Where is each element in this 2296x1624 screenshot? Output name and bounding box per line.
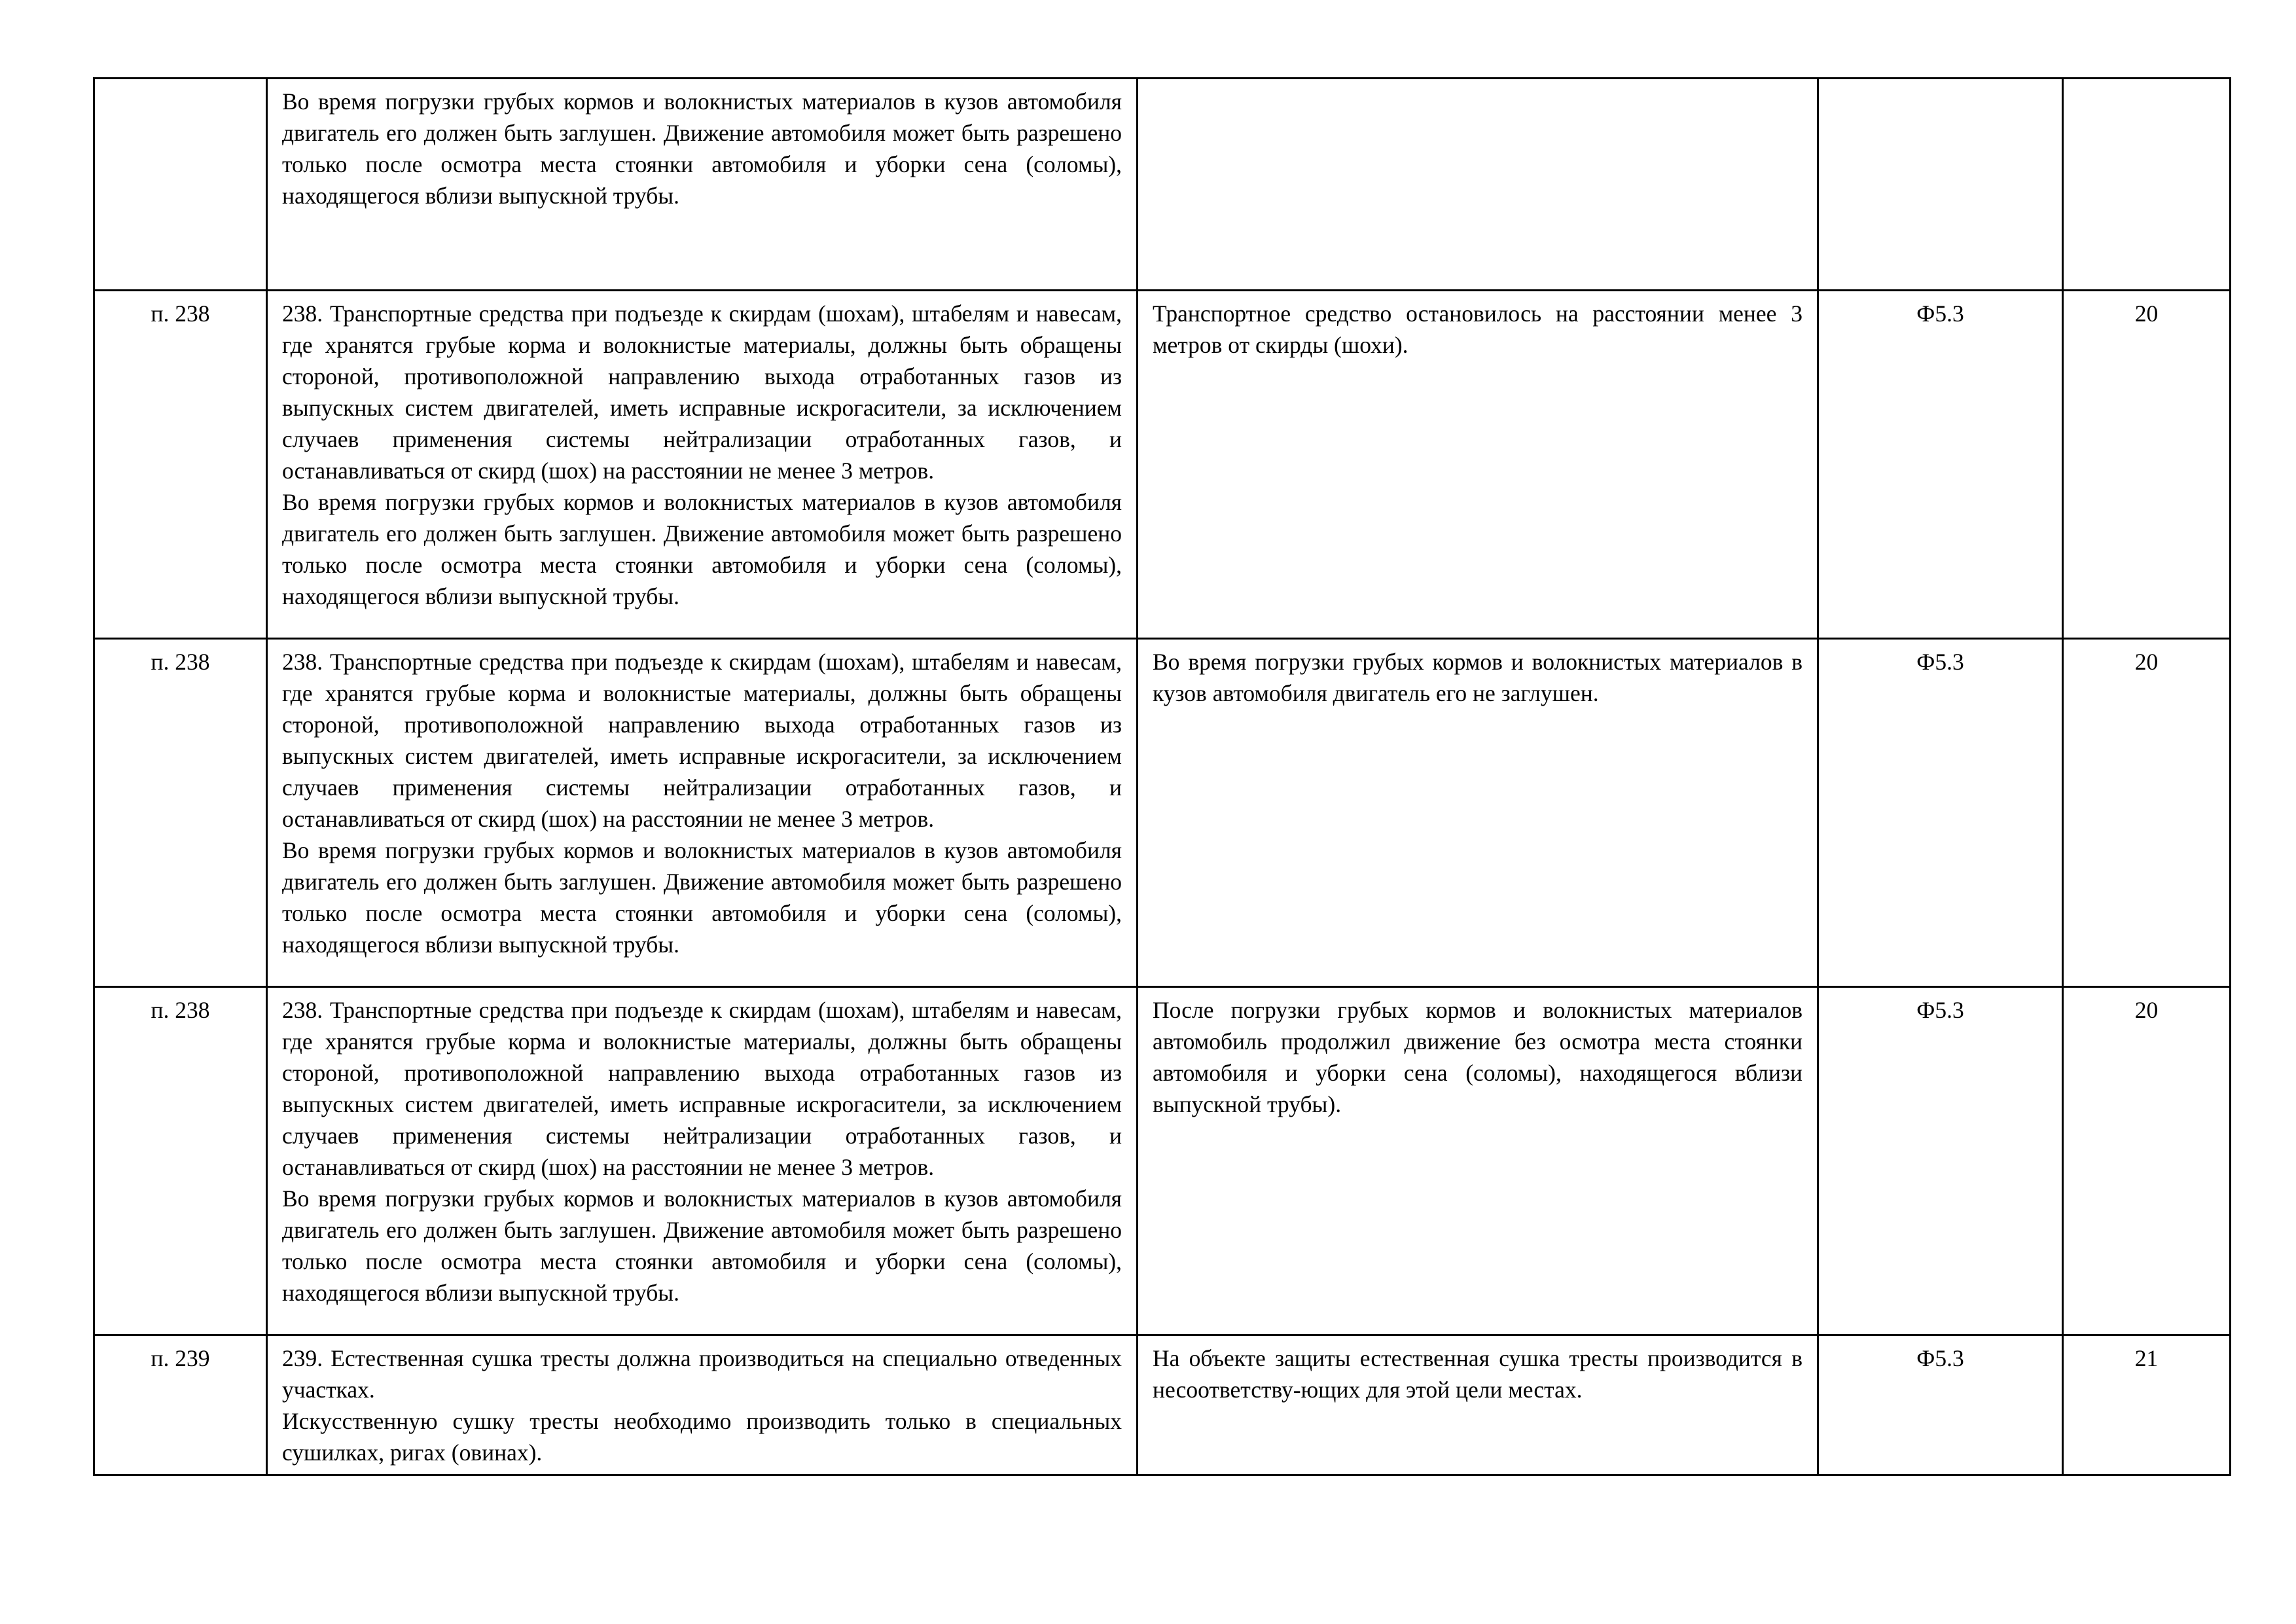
code-cell: Ф5.3 [1818,1335,2063,1475]
code-cell [1818,79,2063,291]
reference-cell: п. 239 [94,1335,267,1475]
code-cell: Ф5.3 [1818,291,2063,639]
page-number-cell: 20 [2063,987,2231,1335]
violation-cell: Транспортное средство остановилось на расстоянии менее 3 метров от скирды (шохи). [1138,291,1818,639]
requirement-paragraph: 238. Транспортные средства при подъезде к скирдам (шохам), штабелям и навесам, где хранятся грубые корма и волокнистые материалы, должны быть обращены стороной, противоположной направлению выхода отработанных газов из выпускных систем двигателей, иметь исправные искрогасители, за исключением случаев применения системы нейтрализации отработанных газов, и останавливаться от скирд (шох) на расстоянии не менее 3 метров. [282,300,1122,484]
requirement-paragraph: Искусственную сушку тресты необходимо производить только в специальных сушилках, ригах (овинах). [282,1408,1122,1466]
page-number-cell [2063,79,2231,291]
requirement-text-cell [267,1335,1138,1475]
table-row [94,79,2231,291]
requirement-paragraph: Во время погрузки грубых кормов и волокнистых материалов в кузов автомобиля двигатель его должен быть заглушен. Движение автомобиля может быть разрешено только после осмотра места стоянки автомобиля и уборки сена (соломы), находящегося вблизи выпускной трубы. [282,88,1122,209]
violation-cell: Во время погрузки грубых кормов и волокнистых материалов в кузов автомобиля двигатель его не заглушен. [1138,639,1818,987]
table-row [94,987,2231,1335]
reference-cell: п. 238 [94,291,267,639]
code-cell: Ф5.3 [1818,639,2063,987]
reference-cell: п. 238 [94,987,267,1335]
table-row [94,639,2231,987]
violation-cell [1138,79,1818,291]
requirement-text-cell [267,79,1138,291]
reference-cell [94,79,267,291]
requirement-paragraph: 238. Транспортные средства при подъезде к скирдам (шохам), штабелям и навесам, где хранятся грубые корма и волокнистые материалы, должны быть обращены стороной, противоположной направлению выхода отработанных газов из выпускных систем двигателей, иметь исправные искрогасители, за исключением случаев применения системы нейтрализации отработанных газов, и останавливаться от скирд (шох) на расстоянии не менее 3 метров. [282,997,1122,1180]
reference-cell: п. 238 [94,639,267,987]
requirement-paragraph: Во время погрузки грубых кормов и волокнистых материалов в кузов автомобиля двигатель его должен быть заглушен. Движение автомобиля может быть разрешено только после осмотра места стоянки автомобиля и уборки сена (соломы), находящегося вблизи выпускной трубы. [282,837,1122,958]
requirements-table [93,77,2231,1476]
requirement-text-cell [267,291,1138,639]
code-cell: Ф5.3 [1818,987,2063,1335]
requirement-text-cell [267,987,1138,1335]
table-row [94,1335,2231,1475]
page-number-cell: 20 [2063,291,2231,639]
page-number-cell: 21 [2063,1335,2231,1475]
requirement-paragraph: 238. Транспортные средства при подъезде к скирдам (шохам), штабелям и навесам, где хранятся грубые корма и волокнистые материалы, должны быть обращены стороной, противоположной направлению выхода отработанных газов из выпускных систем двигателей, иметь исправные искрогасители, за исключением случаев применения системы нейтрализации отработанных газов, и останавливаться от скирд (шох) на расстоянии не менее 3 метров. [282,649,1122,832]
requirement-paragraph: Во время погрузки грубых кормов и волокнистых материалов в кузов автомобиля двигатель его должен быть заглушен. Движение автомобиля может быть разрешено только после осмотра места стоянки автомобиля и уборки сена (соломы), находящегося вблизи выпускной трубы. [282,1185,1122,1306]
requirement-paragraph: Во время погрузки грубых кормов и волокнистых материалов в кузов автомобиля двигатель его должен быть заглушен. Движение автомобиля может быть разрешено только после осмотра места стоянки автомобиля и уборки сена (соломы), находящегося вблизи выпускной трубы. [282,489,1122,609]
requirement-text-cell [267,639,1138,987]
violation-cell: После погрузки грубых кормов и волокнистых материалов автомобиль продолжил движение без осмотра места стоянки автомобиля и уборки сена (соломы), находящегося вблизи выпускной трубы). [1138,987,1818,1335]
requirement-paragraph: 239. Естественная сушка тресты должна производиться на специально отведенных участках. [282,1345,1122,1403]
table-row [94,291,2231,639]
page-number-cell: 20 [2063,639,2231,987]
violation-cell: На объекте защиты естественная сушка тресты производится в несоответству-ющих для этой цели местах. [1138,1335,1818,1475]
